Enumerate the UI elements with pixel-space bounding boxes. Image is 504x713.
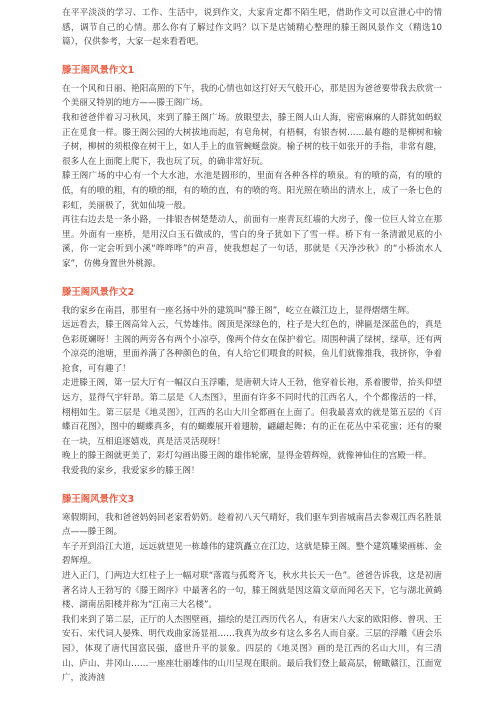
paragraph: 车子开到沿江大道，远远就望见一栋雄伟的建筑矗立在江边，这就是滕王阁。整个建筑雕梁画栋、金碧辉煌。 <box>62 541 442 567</box>
paragraph: 再往右边去是一条小路，一排银杏树楚楚动人，前面有一座青瓦红墙的大房子，像一位巨人耸立在那里。外面有一座桥，是用汉白玉石做成的，雪白的身子犹如下了雪一样。桥下有一条清澈见底的小溪，你一定会听到小溪“哗哗哗”的声音，使我想起了一句话，那就是《天净沙秋》的“小桥流水人家”，仿佛身置世外桃源。 <box>62 215 442 269</box>
paragraph: 我的家乡在南昌，那里有一座名扬中外的建筑叫“滕王阁”，屹立在赣江边上，显得熠熠生辉。 <box>62 305 415 316</box>
paragraph: 寒假期间，我和爸爸妈妈回老家看奶奶。趁着初八天气晴好，我们驱车到省城南昌去参观江西名胜景点——滕王阁。 <box>62 512 442 538</box>
essay-section-3 <box>62 493 442 686</box>
intro-paragraph: 在平平淡淡的学习、工作、生活中，说到作文，大家肯定都不陌生吧，借助作文可以宣泄心中的情感，调节自己的心情。那么你有了解过作文吗？以下是店铺精心整理的滕王阁风景作文（精选10篇），仅供参考，大家一起来看看吧。 <box>62 8 442 48</box>
section-title: 滕王阁风景作文2 <box>62 286 135 298</box>
paragraph: 晚上的滕王阁就更美了，彩灯勾画出滕王阁的雄伟轮廓，显得金碧辉煌，就像神仙住的宫殿一样。 <box>62 451 432 462</box>
article-body <box>62 0 442 686</box>
paragraph: 进入正门，门两边大红柱子上一幅对联“落霞与孤鹜齐飞，秋水共长天一色”。爸爸告诉我，这是初唐著名诗人王勃写的《滕王阁序》中最著名的一句，滕王阁就是因这篇文章而闻名天下，它与湖北黄鹤楼、湖南岳阳楼并称为“江南三大名楼”。 <box>62 571 442 611</box>
section-title: 滕王阁风景作文3 <box>62 493 135 505</box>
section-title: 滕王阁风景作文1 <box>62 64 135 76</box>
paragraph: 我爱我的家乡，我爱家乡的滕王阁！ <box>62 466 200 477</box>
paragraph: 我们来到了第二层，正厅的人杰图壁画，描绘的是江西历代名人，有唐宋八大家的欧阳修、曾巩、王安石、宋代词人晏殊、明代戏曲家汤显祖……我真为故乡有这么多名人而自豪。三层的浮雕《唐会乐园》，体现了唐代国富民强，盛世升平的景象。四层的《地灵图》画的是江西的名山大川，有三清山、庐山、井冈山……一座座壮丽雄伟的山川呈现在眼前。最后我们登上最高层，俯瞰赣江，江面宽广，波涛汹 <box>62 614 442 684</box>
paragraph: 我和爸爸伴着习习秋风，来到了滕王阁广场。放眼望去，滕王阁人山人海，密密麻麻的人群犹如蚂蚁正在觅食一样。滕王阁公园的大树拔地而起，有皂角树，有梧桐，有银杏树……最有趣的是柳树和榆子树，柳树的须根像在树干上，如人手上的血管蜿蜒盘旋。榆子树的枝干如张开的手指，非常有趣，很多人在上面爬上爬下，我也玩了玩，的确非常好玩。 <box>62 112 442 167</box>
paragraph: 滕王阁广场的中心有一个大水池，水池是圆形的，里面有各种各样的喷泉。有的喷的高，有的喷的低，有的喷的粗，有的喷的细，有的喷的直，有的喷的弯。阳光照在喷出的清水上，成了一条七色的彩虹，美丽极了，犹如仙境一般。 <box>62 171 442 211</box>
paragraph: 在一个风和日丽、艳阳高照的下午，我的心情也如这打好天气般开心，那是因为爸爸要带我去欣赏一个美丽又特别的地方——滕王阁广场。 <box>62 83 442 109</box>
essay-section-2 <box>62 286 442 479</box>
essay-section-1 <box>62 64 442 272</box>
paragraph: 走进滕王阁，第一层大厅有一幅汉白玉浮雕，是唐朝大诗人王勃，他穿着长袍，系着腰带，抬头仰望远方，显得气宇轩昂。第二层是《人杰图》，里面有许多不同时代的江西名人，个个都像活的一样，栩栩如生。第三层是《地灵图》，江西的名山大川全都画在上面了。但我最喜欢的就是第五层的《百蝶百花图》，图中的蝴蝶真多，有的蝴蝶展开着翅膀，翩翩起舞；有的正在花丛中采花蜜；还有的聚在一块，互相追逐嬉戏，真是活灵活现呀！ <box>62 378 442 447</box>
paragraph: 远远看去，滕王阁高耸入云，气势雄伟。阁顶是深绿色的，柱子是大红色的，牌匾是深蓝色的，真是色彩斑斓呀！主阁的两旁各有两个小凉亭，像两个侍女在保护着它。周围种满了绿树，绿草，还有两个凉亮的池塘，里面养满了各种颜色的鱼，有人给它们喂食的时候，鱼儿们就像推我，我挤你，争着抢食，可有趣了！ <box>62 320 442 374</box>
